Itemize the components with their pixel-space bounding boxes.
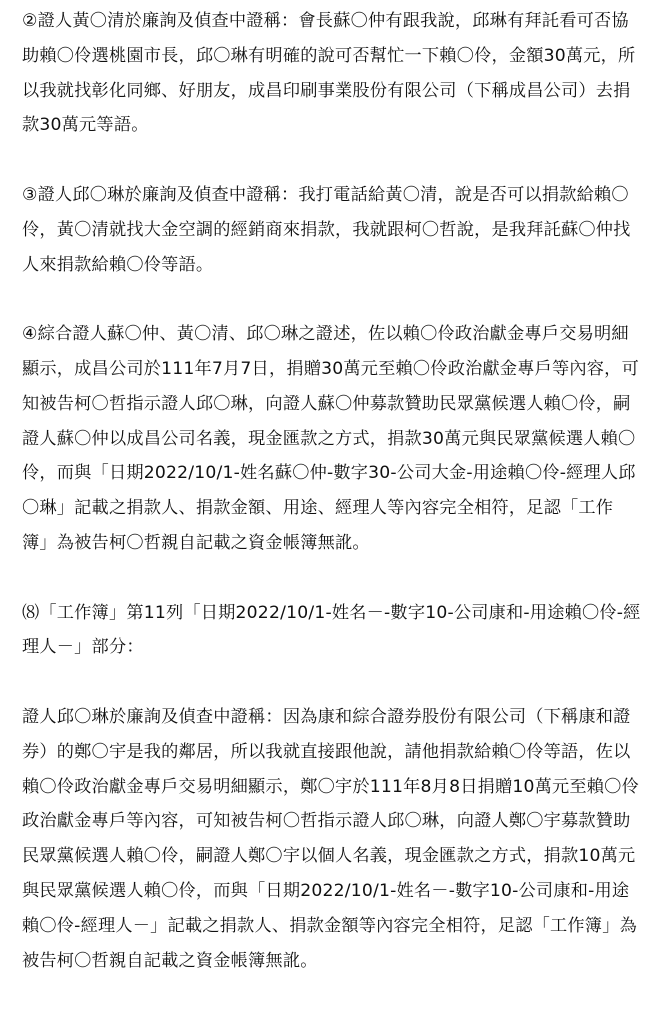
- text-line: 人來捐款給賴〇伶等語。: [22, 254, 214, 275]
- text-line: 顯示，成昌公司於111年7月7日，捐贈30萬元至賴〇伶政治獻金專戶等內容，可: [22, 358, 639, 379]
- text-line: 賴〇伶-經理人－」記載之捐款人、捐款金額等內容完全相符，足認「工作簿」為: [22, 915, 637, 936]
- text-line: 簿」為被告柯〇哲親自記載之資金帳簿無訛。: [22, 532, 370, 553]
- paragraph-spacer: [22, 282, 659, 317]
- paragraph-spacer: [22, 665, 659, 700]
- paragraph-witness-qiu-kanghe: [22, 700, 659, 978]
- text-line: 被告柯〇哲親自記載之資金帳簿無訛。: [22, 950, 318, 971]
- text-line: 券）的鄭〇宇是我的鄰居，所以我就直接跟他說，請他捐款給賴〇伶等語，佐以: [22, 741, 631, 762]
- paragraph-witness-huang: [22, 4, 659, 143]
- text-line: 伶，黃〇清就找大金空調的經銷商來捐款，我就跟柯〇哲說，是我拜託蘇〇仲找: [22, 219, 631, 240]
- text-line: 證人邱〇琳於廉詢及偵查中證稱：因為康和綜合證券股份有限公司（下稱康和證: [22, 706, 631, 727]
- text-line: ②證人黃〇清於廉詢及偵查中證稱：會長蘇〇仲有跟我說，邱琳有拜託看可否協: [22, 11, 629, 31]
- paragraph-spacer: [22, 143, 659, 178]
- text-line: 伶，而與「日期2022/10/1-姓名蘇〇仲-數字30-公司大金-用途賴〇伶-經理人邱: [22, 463, 636, 484]
- text-line: ⑻「工作簿」第11列「日期2022/10/1-姓名－-數字10-公司康和-用途賴〇伶-經: [22, 602, 641, 623]
- paragraph-spacer: [22, 561, 659, 596]
- section-heading-row-11: [22, 596, 659, 666]
- text-line: 政治獻金專戶等內容，可知被告柯〇哲指示證人邱〇琳，向證人鄭〇宇募款贊助: [22, 811, 631, 832]
- text-line: 以我就找彰化同鄉、好朋友，成昌印刷事業股份有限公司（下稱成昌公司）去捐: [22, 80, 631, 101]
- paragraph-summary: [22, 317, 659, 561]
- text-line: 助賴〇伶選桃園市長，邱〇琳有明確的說可否幫忙一下賴〇伶，金額30萬元，所: [22, 45, 636, 66]
- text-line: 知被告柯〇哲指示證人邱〇琳，向證人蘇〇仲募款贊助民眾黨候選人賴〇伶，嗣: [22, 393, 631, 414]
- text-line: 理人－」部分：: [22, 637, 144, 658]
- text-line: ④綜合證人蘇〇仲、黃〇清、邱〇琳之證述，佐以賴〇伶政治獻金專戶交易明細: [22, 324, 629, 345]
- text-line: 賴〇伶政治獻金專戶交易明細顯示，鄭〇宇於111年8月8日捐贈10萬元至賴〇伶: [22, 776, 639, 797]
- paragraph-witness-qiu: [22, 178, 659, 282]
- text-line: 款30萬元等語。: [22, 115, 149, 136]
- text-line: ③證人邱〇琳於廉詢及偵查中證稱：我打電話給黃〇清，說是否可以捐款給賴〇: [22, 184, 629, 205]
- text-line: 證人蘇〇仲以成昌公司名義，現金匯款之方式，捐款30萬元與民眾黨候選人賴〇: [22, 428, 636, 449]
- text-line: 〇琳」記載之捐款人、捐款金額、用途、經理人等內容完全相符，足認「工作: [22, 498, 614, 519]
- text-line: 與民眾黨候選人賴〇伶，而與「日期2022/10/1-姓名－-數字10-公司康和-用途: [22, 880, 630, 901]
- text-line: 民眾黨候選人賴〇伶，嗣證人鄭〇宇以個人名義，現金匯款之方式，捐款10萬元: [22, 846, 636, 867]
